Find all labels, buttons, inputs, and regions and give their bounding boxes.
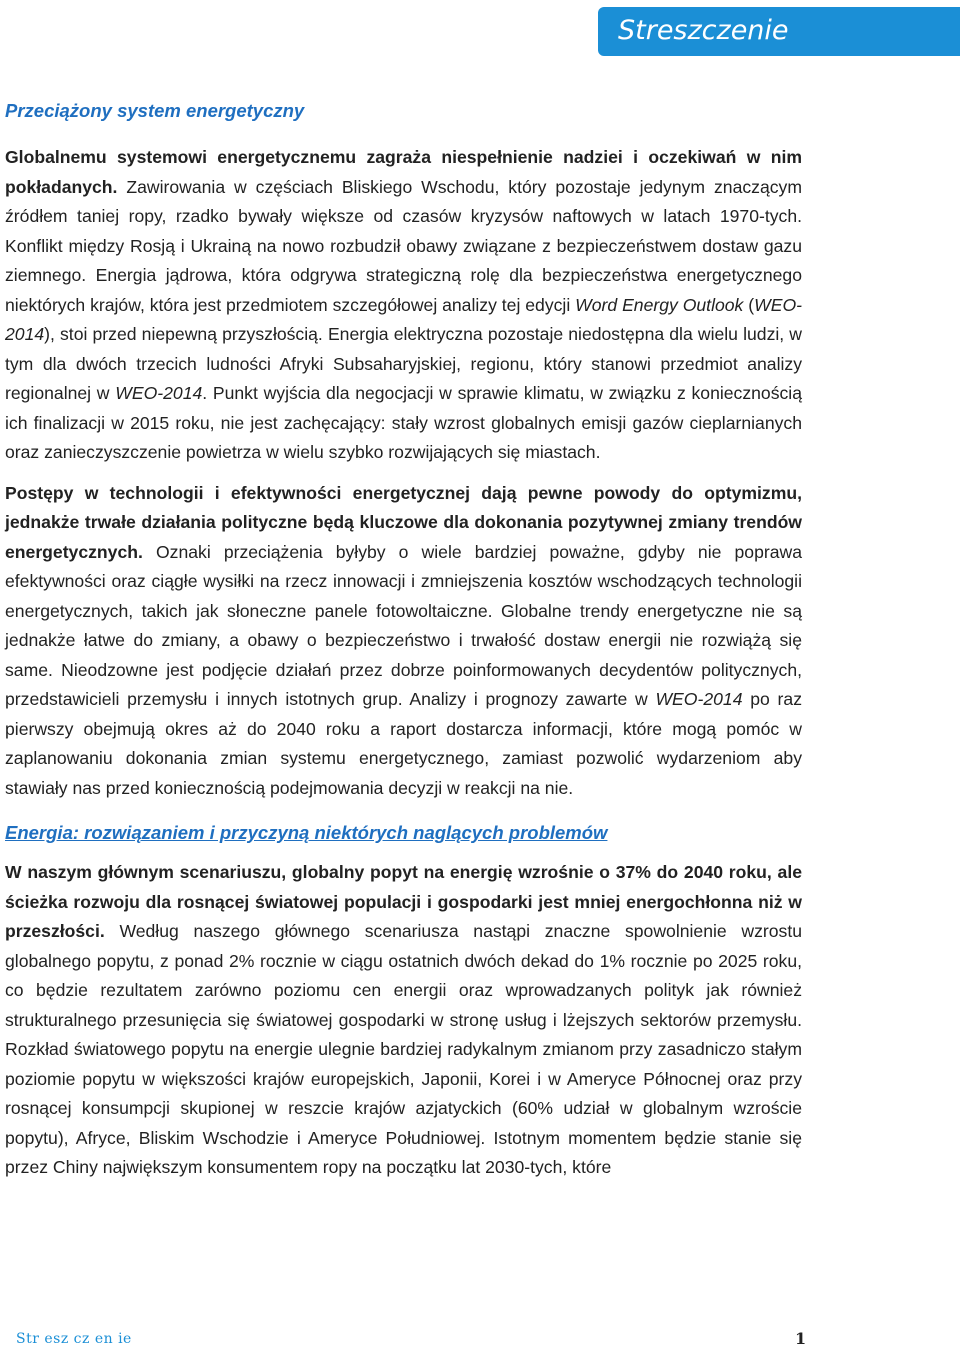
paragraph-1-text-c: ), stoi przed niepewną przyszłością. Energia elektryczna pozostaje niedostępna dla wielu ludzi, w tym dla dwóch trzecich ludności Afryki Subsaharyjskiej, regionu, który stanowi przedmiot analizy regionalnej w (5, 324, 802, 403)
paragraph-3-lead: W naszym głównym scenariuszu, globalny popyt na energię wzrośnie o 37% do 2040 roku, ale ścieżka rozwoju dla rosnącej światowej populacji i gospodarki jest mniej energochłonna niż w przeszłości. (5, 862, 802, 941)
paragraph-1-text-b: ( (743, 294, 755, 315)
header-tab (598, 7, 960, 56)
paragraph-1-lead: Globalnemu systemowi energetycznemu zagraża niespełnienie nadziei i oczekiwań w nim pokładanych. (5, 147, 802, 197)
page-title: Streszczenie (618, 15, 789, 46)
document-body (5, 98, 802, 1183)
paragraph-3 (5, 858, 802, 1183)
paragraph-1-text-d: . Punkt wyjścia dla negocjacji w sprawie klimatu, w związku z koniecznością ich finalizacji w 2015 roku, nie jest zachęcający: stały wzrost globalnych emisji gazów cieplarnianych oraz zanieczyszczenie powietrza w wielu szybko rozwijających się miastach. (5, 383, 803, 462)
page-number: 1 (795, 1329, 807, 1348)
paragraph-2-text-a: Oznaki przeciążenia byłyby o wiele bardziej poważne, gdyby nie poprawa efektywności oraz ciągłe wysiłki na rzecz innowacji i zmniejszenia kosztów wschodzących technologii energetycznych, takich jak słoneczne panele fotowoltaiczne. Globalne trendy energetyczne nie są jednakże łatwe do zmiany, a obawy o bezpieczeństwo i trwałość dostaw energii nie rozwiążą się same. Nieodzowne jest podjęcie działań przez dobrze poinformowanych decydentów politycznych, przedstawicieli przemysłu i innych istotnych grup. Analizy i prognozy zawarte w (5, 541, 802, 709)
footer-label: Str esz cz en ie (16, 1331, 132, 1347)
section-heading-2: Energia: rozwiązaniem i przyczyną niektórych naglących problemów (5, 822, 608, 843)
paragraph-2-italic: WEO-2014 (655, 689, 743, 709)
paragraph-2-lead: Postępy w technologii i efektywności energetycznej dają pewne powody do optymizmu, jednakże trwałe działania polityczne będą kluczowe dla dokonania pozytywnej zmiany trendów energetycznych. (5, 482, 802, 562)
paragraph-1-italic-a: Word Energy Outlook (575, 294, 744, 315)
paragraph-1-italic-b: WEO-2014 (5, 294, 802, 344)
paragraph-1 (5, 143, 802, 468)
paragraph-2 (5, 479, 802, 804)
paragraph-1-text-a: Zawirowania w częściach Bliskiego Wschodu, który pozostaje jedynym znaczącym źródłem taniej ropy, rzadko bywały większe od czasów kryzysów naftowych w latach 1970-tych. Konflikt między Rosją i Ukrainą na nowo rozbudził obawy związane z bezpieczeństwem dostaw gazu ziemnego. Energia jądrowa, która odgrywa strategiczną rolę dla bezpieczeństwa energetycznego niektórych krajów, która jest przedmiotem szczegółowej analizy tej edycji (5, 176, 802, 315)
paragraph-3-text: Według naszego głównego scenariusza nastąpi znaczne spowolnienie wzrostu globalnego popytu, z ponad 2% rocznie w ciągu ostatnich dwóch dekad do 1% rocznie po 2025 roku, co będzie rezultatem zarówno poziomu cen energii oraz wprowadzanych polityk jak również strukturalnego przesunięcia się światowej gospodarki w stronę usług i lżejszych sektorów przemysłu. Rozkład światowego popytu na energie ulegnie bardziej radykalnym zmianom przy zasadniczo stałym poziomie popytu w większości krajów europejskich, Japonii, Korei i w Ameryce Północnej oraz przy rosnącej konsumpcji skupionej w reszcie krajów azjatyckich (60% udział w globalnym wzroście popytu), Afryce, Bliskim Wschodzie i Ameryce Południowej. Istotnym momentem będzie stanie się przez Chiny największym konsumentem ropy na początku lat 2030-tych, które (5, 921, 802, 1177)
paragraph-1-italic-c: WEO-2014 (115, 383, 203, 403)
section-heading-1: Przeciążony system energetyczny (5, 100, 305, 121)
paragraph-2-text-b: po raz pierwszy obejmują okres aż do 2040 roku a raport dostarcza informacji, które mogą pomóc w zaplanowaniu dokonania zmian systemu energetycznego, zamiast pozwolić wydarzeniom aby stawiały nas przed koniecznością podejmowania decyzji w reakcji na nie. (5, 689, 802, 798)
